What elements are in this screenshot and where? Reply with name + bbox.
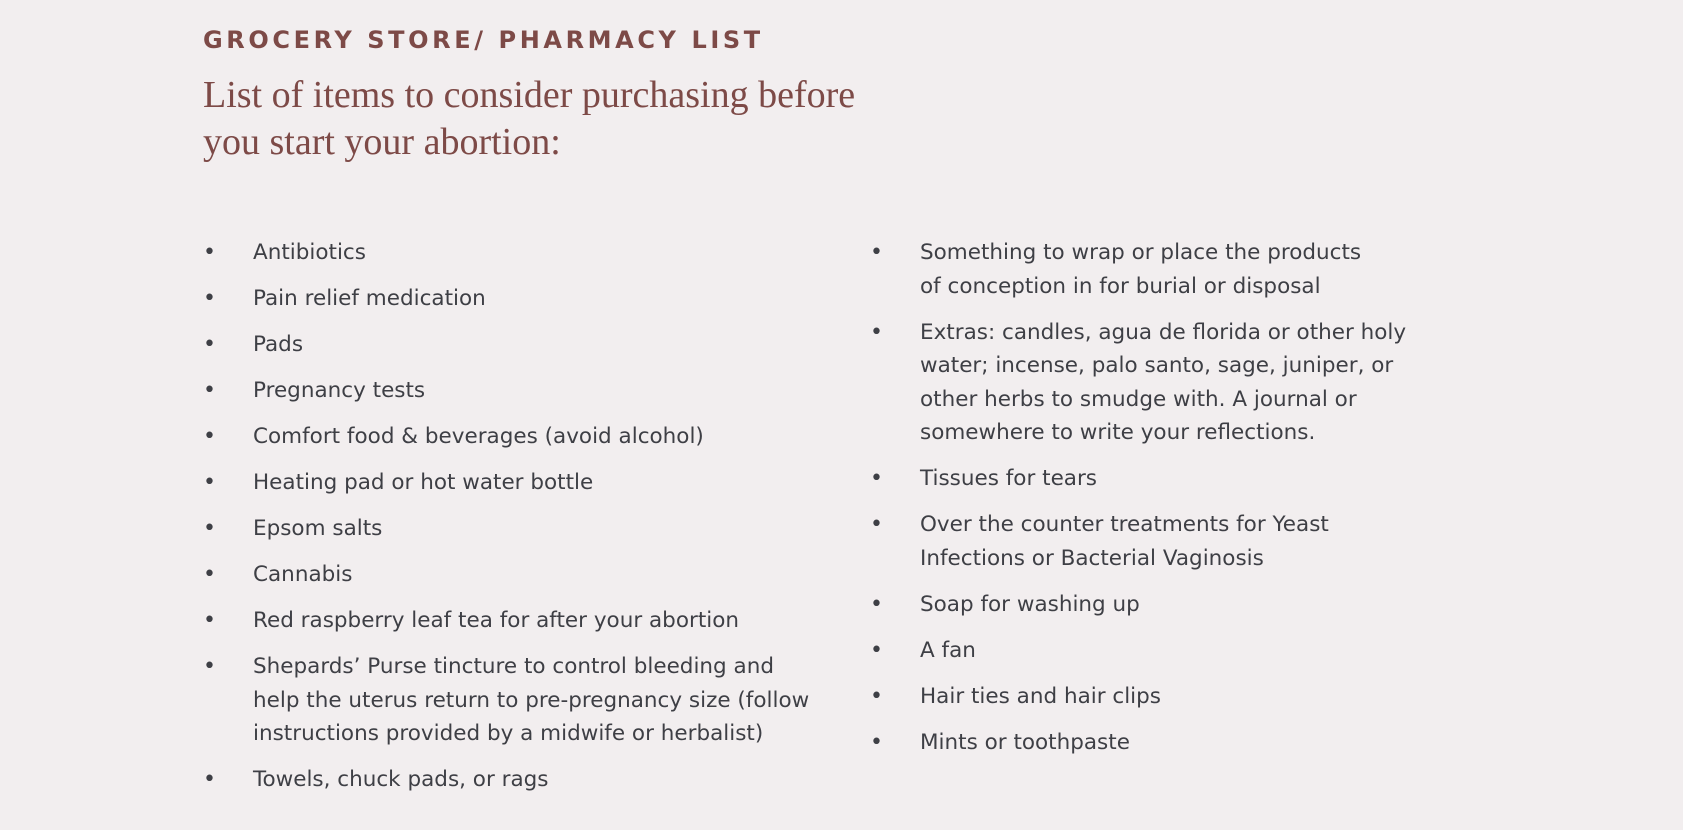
bullet-icon: •	[203, 332, 216, 357]
list-item-line: Towels, chuck pads, or rags	[253, 767, 549, 792]
bullet-icon: •	[203, 767, 216, 792]
list-item-text	[920, 508, 1450, 575]
list-item	[203, 236, 843, 270]
list-item	[870, 680, 1450, 714]
bullet-icon: •	[870, 729, 883, 755]
list-item	[870, 462, 1450, 496]
list-item-line: instructions provided by a midwife or herbalist)	[253, 721, 764, 746]
bullet-icon: •	[870, 591, 883, 617]
list-item	[870, 508, 1450, 575]
bullet-icon: •	[203, 424, 216, 449]
list-item-line: of conception in for burial or disposal	[920, 273, 1321, 299]
list-item-text	[253, 420, 843, 454]
bullet-icon: •	[870, 319, 883, 345]
list-item-line: Pregnancy tests	[253, 378, 426, 403]
list-item-line: Pain relief medication	[253, 286, 486, 311]
list-item-text	[920, 462, 1450, 496]
list-item	[203, 328, 843, 362]
list-item	[203, 604, 843, 638]
list-item-text	[253, 650, 843, 751]
list-item-text	[253, 236, 843, 270]
list-item-line: Pads	[253, 332, 304, 357]
list-item	[870, 634, 1450, 668]
list-item-text	[920, 316, 1450, 450]
list-item-line: Cannabis	[253, 562, 353, 587]
list-item	[203, 763, 843, 797]
list-item-line: Infections or Bacterial Vaginosis	[920, 545, 1264, 571]
bullet-icon: •	[203, 470, 216, 495]
list-item	[203, 374, 843, 408]
list-item	[870, 588, 1450, 622]
list-item	[203, 512, 843, 546]
bullet-icon: •	[203, 654, 216, 679]
bullet-icon: •	[870, 466, 883, 491]
list-item-text	[920, 588, 1450, 622]
list-item-text	[920, 634, 1450, 668]
bullet-icon: •	[203, 286, 216, 311]
page-heading: GROCERY STORE/ PHARMACY LIST	[203, 26, 764, 54]
bullet-icon: •	[203, 378, 216, 403]
list-item-text	[920, 726, 1450, 760]
bullet-icon: •	[203, 516, 216, 541]
bullet-icon: •	[870, 240, 883, 265]
list-item-line: Shepards’ Purse tincture to control bleeding and	[253, 654, 774, 679]
list-item-line: water; incense, palo santo, sage, juniper, or	[920, 353, 1394, 378]
list-item-line: Extras: candles, agua de florida or other holy	[920, 319, 1407, 345]
list-item-line: Over the counter treatments for Yeast	[920, 512, 1329, 537]
list-item-line: Epsom salts	[253, 516, 383, 541]
list-item-text	[253, 558, 843, 592]
subtitle-line: List of items to consider purchasing before	[203, 74, 856, 116]
list-item	[870, 316, 1450, 450]
list-item-text	[253, 466, 843, 500]
list-item	[870, 236, 1450, 303]
list-item-line: Soap for washing up	[920, 591, 1140, 617]
list-item-line: somewhere to write your reflections.	[920, 420, 1316, 445]
list-item-line: Antibiotics	[253, 240, 366, 265]
list-item-text	[253, 763, 843, 797]
list-item-text	[253, 512, 843, 546]
list-item-text	[920, 236, 1450, 303]
bullet-icon: •	[870, 512, 883, 537]
bullet-icon: •	[203, 608, 216, 633]
list-item-text	[920, 680, 1450, 714]
list-item-line: Heating pad or hot water bottle	[253, 470, 594, 495]
list-item-text	[253, 604, 843, 638]
left-item-list	[203, 236, 843, 809]
bullet-icon: •	[870, 637, 883, 663]
right-item-list	[870, 236, 1450, 772]
list-item	[203, 282, 843, 316]
subtitle-line: you start your abortion:	[203, 121, 561, 163]
list-item-line: Mints or toothpaste	[920, 729, 1130, 755]
list-item-line: A fan	[920, 637, 976, 663]
page-subtitle	[203, 72, 923, 166]
list-item-line: Something to wrap or place the products	[920, 240, 1362, 265]
list-item-text	[253, 328, 843, 362]
list-item-line: Tissues for tears	[920, 466, 1098, 491]
list-item-line: Comfort food & beverages (avoid alcohol)	[253, 424, 704, 449]
list-item	[203, 650, 843, 751]
list-item-line: Hair ties and hair clips	[920, 683, 1162, 709]
list-item-line: other herbs to smudge with. A journal or	[920, 386, 1357, 412]
list-item-text	[253, 282, 843, 316]
list-item-line: Red raspberry leaf tea for after your abortion	[253, 608, 739, 633]
list-item-text	[253, 374, 843, 408]
list-item	[203, 558, 843, 592]
bullet-icon: •	[203, 562, 216, 587]
list-item	[203, 420, 843, 454]
bullet-icon: •	[203, 240, 216, 265]
list-item-line: help the uterus return to pre-pregnancy size (follow	[253, 687, 810, 713]
list-item	[203, 466, 843, 500]
list-item	[870, 726, 1450, 760]
bullet-icon: •	[870, 683, 883, 709]
